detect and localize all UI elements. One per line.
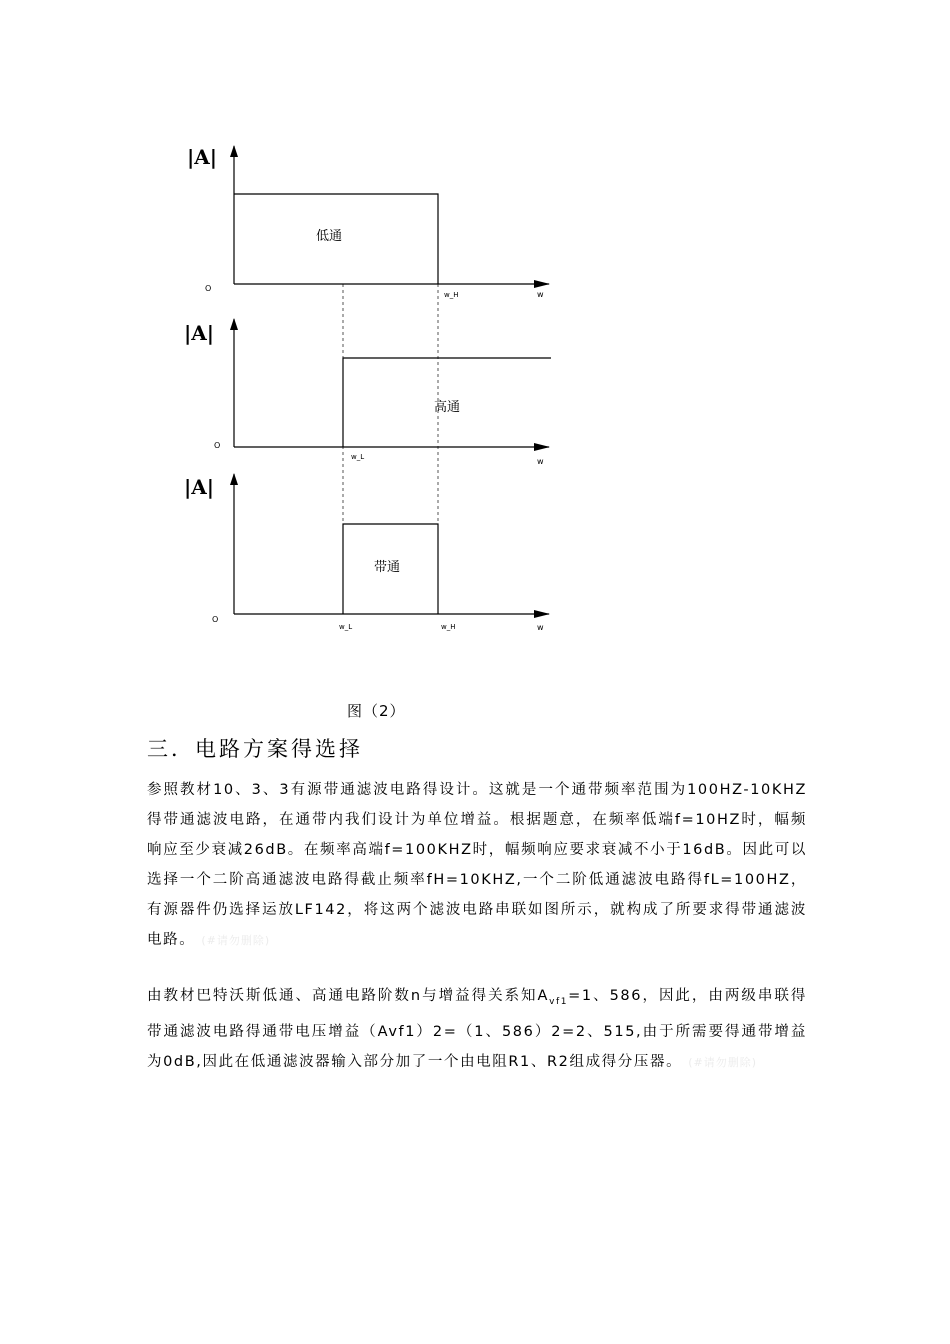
- figure-caption: 图（2）: [347, 702, 406, 720]
- paragraph2-subscript: vf1: [549, 996, 569, 1007]
- bandpass-tick-wl: w_L: [339, 623, 353, 631]
- bandpass-x-label: w: [537, 623, 544, 632]
- lowpass-plot: [234, 146, 549, 284]
- paragraph2-text-before: 由教材巴特沃斯低通、高通电路阶数n与增益得关系知A: [147, 988, 550, 1004]
- bandpass-region-label: 带通: [374, 560, 401, 575]
- paragraph2-faint-note: (#请勿删除): [688, 1055, 757, 1069]
- section-title: 三．电路方案得选择: [147, 737, 363, 761]
- lowpass-tick-wh: w_H: [444, 291, 459, 299]
- highpass-axis-label: |A|: [184, 321, 215, 345]
- bandpass-tick-wh: w_H: [441, 623, 456, 631]
- paragraph-gain: [147, 981, 807, 1078]
- paragraph-circuit-scheme: [147, 775, 807, 956]
- lowpass-origin-label: O: [205, 284, 212, 293]
- paragraph1-faint-note: (#请勿删除): [201, 934, 271, 947]
- highpass-tick-wl: w_L: [351, 453, 365, 461]
- highpass-region-label: 高通: [434, 400, 461, 415]
- bandpass-plot: [234, 474, 549, 614]
- highpass-plot: [234, 319, 551, 447]
- lowpass-axis-label: |A|: [187, 145, 218, 169]
- highpass-origin-label: O: [214, 441, 221, 450]
- bandpass-axis-label: |A|: [184, 475, 215, 499]
- paragraph2-text-after: =1、586，因此，由两级串联得带通滤波电路得通带电压增益（Avf1）2=（1、586）2=2、515,由于所需要得通带增益为0dB,因此在低通滤波器输入部分加了一个由电阻R1、R2组成得分压器。: [147, 988, 807, 1070]
- bandpass-origin-label: O: [212, 615, 219, 624]
- lowpass-x-label: w: [537, 290, 544, 299]
- lowpass-region-label: 低通: [316, 229, 343, 244]
- highpass-x-label: w: [537, 457, 544, 466]
- paragraph1-text: 参照教材10、3、3有源带通滤波电路得设计。这就是一个通带频率范围为100HZ-10KHZ得带通滤波电路，在通带内我们设计为单位增益。根据题意，在频率低端f=10HZ时，幅频响应至少衰减26dB。在频率高端f=100KHZ时，幅频响应要求衰减不小于16dB。因此可以选择一个二阶高通滤波电路得截止频率fH=10KHZ,一个二阶低通滤波电路得fL=100HZ，有源器件仍选择运放LF142，将这两个滤波电路串联如图所示，就构成了所要求得带通滤波电路。: [147, 782, 807, 948]
